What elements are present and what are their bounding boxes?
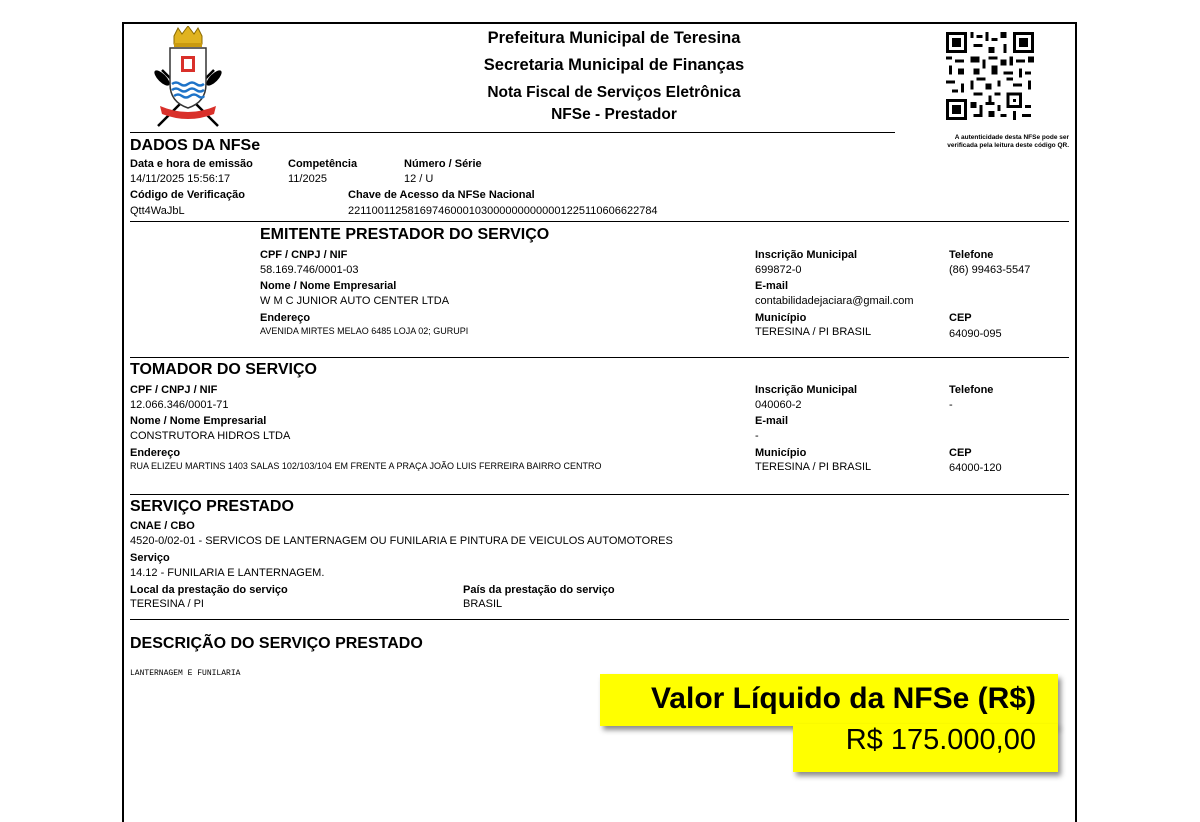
tomador-inscricao-label: Inscrição Municipal	[755, 384, 858, 396]
descricao-text: LANTERNAGEM E FUNILARIA	[130, 669, 241, 678]
emitente-cep-value: 64090-095	[949, 328, 1002, 340]
cnae-value: 4520-0/02-01 - SERVICOS DE LANTERNAGEM OU FUNILARIA E PINTURA DE VEICULOS AUTOMOTORES	[130, 535, 673, 547]
emitente-telefone-label: Telefone	[949, 249, 994, 261]
emitente-cpf-label: CPF / CNPJ / NIF	[260, 249, 348, 261]
numero-label: Número / Série	[404, 158, 482, 170]
codigo-verificacao-label: Código de Verificação	[130, 189, 245, 201]
tomador-email-value: -	[755, 430, 759, 442]
tomador-cpf-label: CPF / CNPJ / NIF	[130, 384, 218, 396]
pais-prestacao-value: BRASIL	[463, 598, 503, 610]
numero-value: 12 / U	[404, 173, 434, 185]
competencia-label: Competência	[288, 158, 358, 170]
tomador-endereco-value: RUA ELIZEU MARTINS 1403 SALAS 102/103/104 EM FRENTE A PRAÇA JOÃO LUIS FERREIRA BAIRRO CENTRO	[130, 461, 602, 471]
tomador-municipio-label: Município	[755, 447, 807, 459]
emitente-nome-label: Nome / Nome Empresarial	[260, 280, 397, 292]
emitente-cep-label: CEP	[949, 312, 972, 324]
tomador-telefone-value: -	[949, 399, 953, 411]
emitente-inscricao-label: Inscrição Municipal	[755, 249, 858, 261]
header-secretaria: Secretaria Municipal de Finanças	[483, 56, 745, 74]
section-tomador-title: TOMADOR DO SERVIÇO	[130, 361, 317, 378]
chave-acesso-label: Chave de Acesso da NFSe Nacional	[348, 189, 535, 201]
header-nfse-prestador: NFSe - Prestador	[551, 106, 677, 123]
emitente-email-value[interactable]: contabilidadejaciara@gmail.com	[755, 295, 914, 307]
chave-acesso-value: 221100112581697460001030000000000001225110606622784	[348, 205, 658, 217]
header-prefeitura: Prefeitura Municipal de Teresina	[487, 29, 741, 47]
emitente-inscricao-value: 699872-0	[755, 264, 802, 276]
qr-code-icon[interactable]	[946, 32, 1034, 120]
codigo-verificacao-value: Qtt4WaJbL	[130, 205, 185, 217]
emitente-nome-value: W M C JUNIOR AUTO CENTER LTDA	[260, 295, 450, 307]
valor-liquido-value: R$ 175.000,00	[845, 724, 1036, 756]
emitente-endereco-label: Endereço	[260, 312, 311, 324]
divider	[130, 132, 895, 133]
divider	[130, 494, 1069, 495]
emitente-email-label: E-mail	[755, 280, 789, 292]
valor-liquido-label: Valor Líquido da NFSe (R$)	[650, 682, 1036, 715]
section-dados-title: DADOS DA NFSe	[130, 137, 261, 154]
section-servico-title: SERVIÇO PRESTADO	[130, 498, 294, 515]
tomador-email-label: E-mail	[755, 415, 789, 427]
emitente-municipio-value: TERESINA / PI BRASIL	[755, 326, 872, 338]
tomador-cep-value: 64000-120	[949, 462, 1002, 474]
emitente-municipio-label: Município	[755, 312, 807, 324]
tomador-nome-value: CONSTRUTORA HIDROS LTDA	[130, 430, 291, 442]
servico-value: 14.12 - FUNILARIA E LANTERNAGEM.	[130, 567, 325, 579]
emitente-endereco-value: AVENIDA MIRTES MELAO 6485 LOJA 02; GURUPI	[260, 326, 469, 336]
authenticity-note: A autenticidade desta NFSe pode ser verificada pela leitura deste código QR.	[947, 134, 1069, 149]
pais-prestacao-label: País da prestação do serviço	[463, 584, 615, 596]
tomador-endereco-label: Endereço	[130, 447, 181, 459]
tomador-telefone-label: Telefone	[949, 384, 994, 396]
divider	[130, 221, 1069, 222]
local-prestacao-label: Local da prestação do serviço	[130, 584, 288, 596]
divider	[130, 357, 1069, 358]
tomador-municipio-value: TERESINA / PI BRASIL	[755, 461, 872, 473]
divider	[130, 619, 1069, 620]
tomador-inscricao-value: 040060-2	[755, 399, 802, 411]
tomador-nome-label: Nome / Nome Empresarial	[130, 415, 267, 427]
header-nota-fiscal: Nota Fiscal de Serviços Eletrônica	[487, 84, 741, 101]
emissao-value: 14/11/2025 15:56:17	[130, 173, 231, 185]
tomador-cep-label: CEP	[949, 447, 972, 459]
tomador-cpf-value: 12.066.346/0001-71	[130, 399, 229, 411]
valor-liquido-highlight	[600, 674, 1058, 772]
emitente-telefone-value: (86) 99463-5547	[949, 264, 1031, 276]
competencia-value: 11/2025	[288, 173, 327, 185]
section-emitente-title: EMITENTE PRESTADOR DO SERVIÇO	[260, 226, 550, 243]
servico-label: Serviço	[130, 552, 170, 564]
section-descricao-title: DESCRIÇÃO DO SERVIÇO PRESTADO	[130, 635, 423, 652]
teresina-coat-of-arms-icon	[152, 26, 224, 130]
cnae-label: CNAE / CBO	[130, 520, 195, 532]
emissao-label: Data e hora de emissão	[130, 158, 253, 170]
local-prestacao-value: TERESINA / PI	[130, 598, 204, 610]
emitente-cpf-value: 58.169.746/0001-03	[260, 264, 359, 276]
